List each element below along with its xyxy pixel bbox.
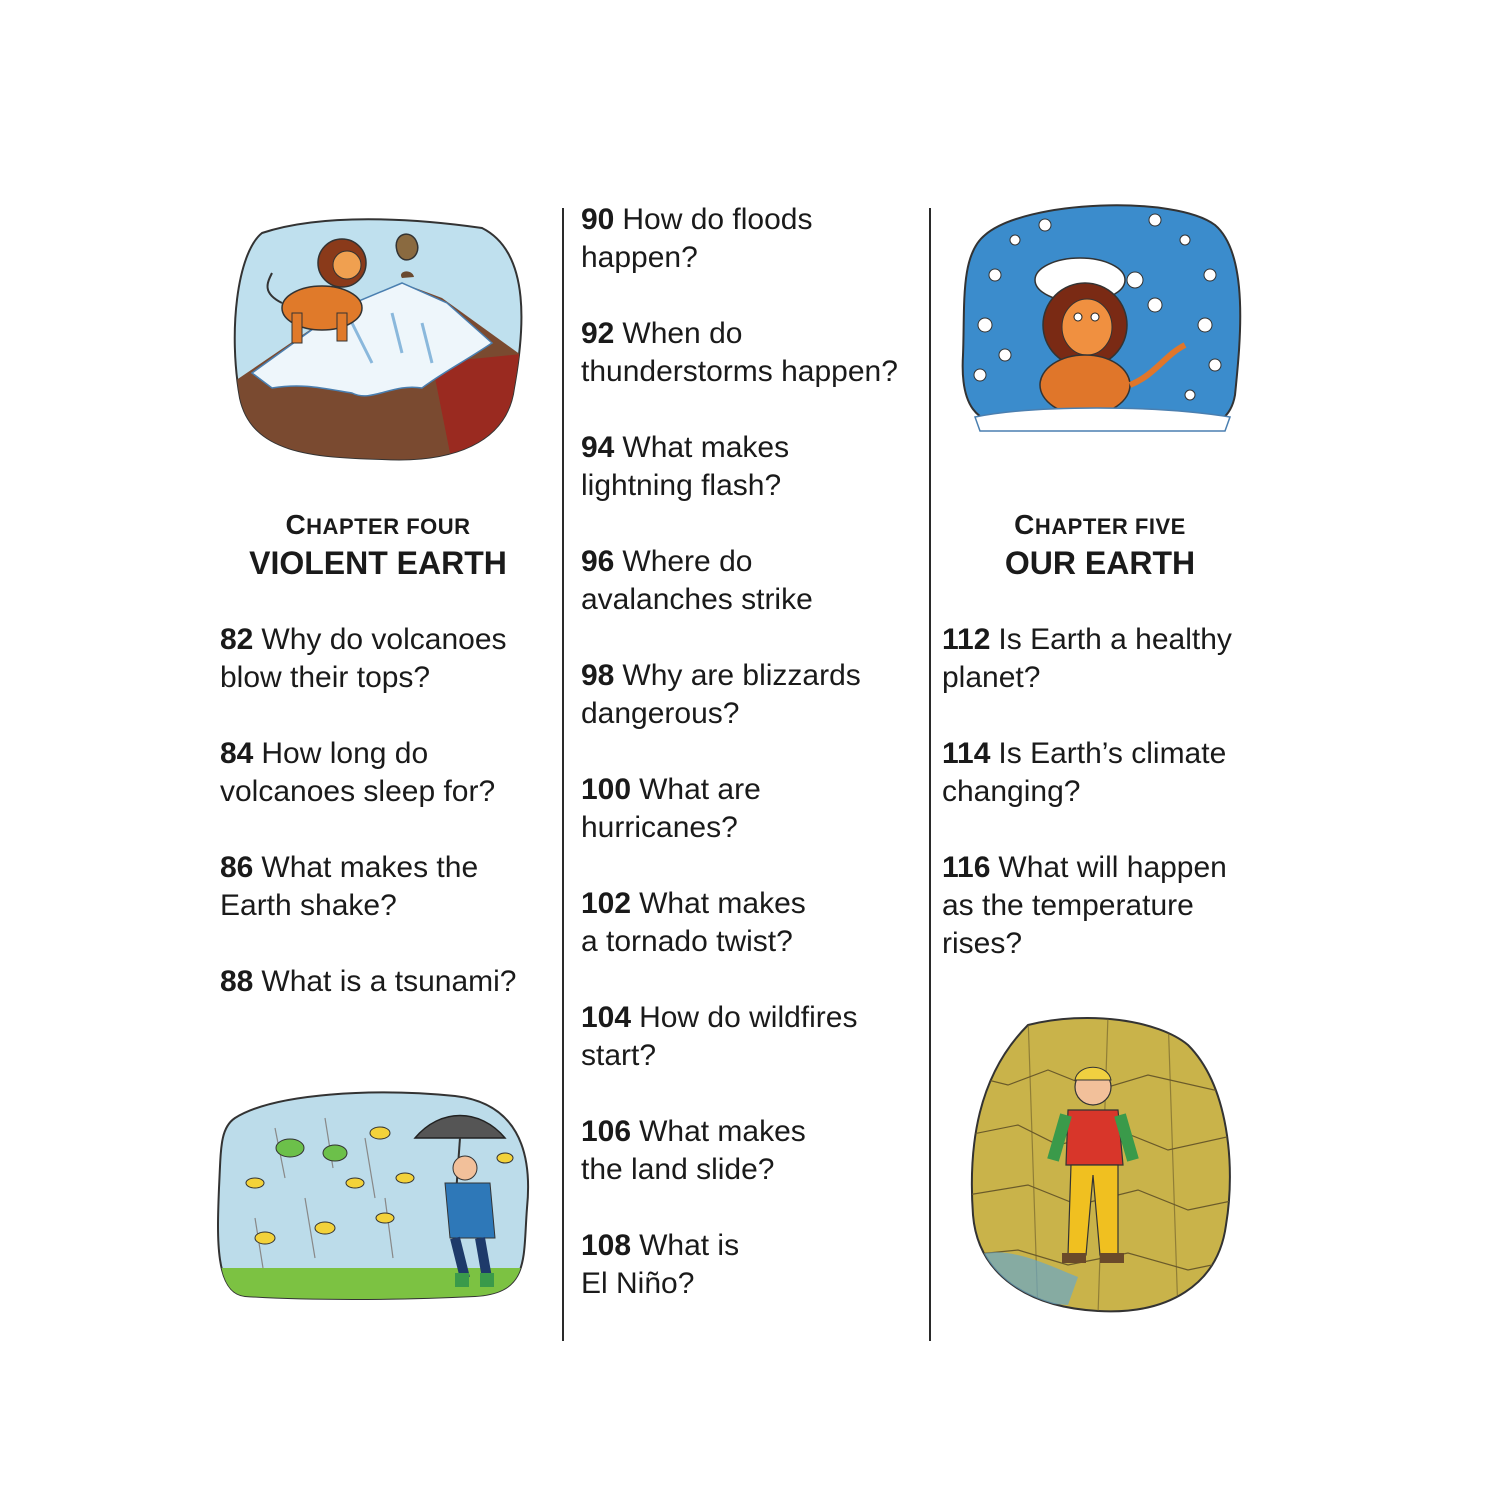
toc-entry[interactable]	[220, 621, 516, 697]
chapter-four-entries	[220, 621, 516, 1039]
toc-entry[interactable]	[942, 849, 1232, 963]
page-number: 102	[581, 887, 632, 920]
page-number: 116	[942, 851, 991, 884]
entry-text-line2: changing?	[942, 775, 1081, 808]
chapter-five-entries	[942, 621, 1232, 1001]
entry-text-line2: a tornado twist?	[581, 925, 793, 958]
chapter-four-label: CHAPTER FOUR	[285, 509, 471, 540]
entry-text-line1: What makes	[639, 1115, 806, 1148]
entry-text-line2: as the temperature	[942, 889, 1194, 922]
toc-entry[interactable]	[942, 621, 1232, 697]
toc-entry[interactable]	[581, 201, 898, 277]
entry-text-line1: What will happen	[998, 851, 1227, 884]
toc-entry[interactable]	[581, 999, 898, 1075]
chapter-five-label: CHAPTER FIVE	[1014, 509, 1186, 540]
entry-text-line3: rises?	[942, 927, 1023, 960]
chapter-four-title: VIOLENT EARTH	[249, 545, 507, 581]
entry-text-line2: dangerous?	[581, 697, 740, 730]
toc-entry[interactable]	[581, 657, 898, 733]
page-number: 94	[581, 431, 615, 464]
entry-text-line1: Is Earth a healthy	[998, 623, 1232, 656]
entry-text-line2: hurricanes?	[581, 811, 738, 844]
entry-text-line1: Is Earth’s climate	[998, 737, 1227, 770]
page-number: 106	[581, 1115, 632, 1148]
entry-text-line1: What are	[639, 773, 761, 806]
entry-text-line2: volcanoes sleep for?	[220, 775, 496, 808]
page-number: 100	[581, 773, 632, 806]
entry-text-line1: When do	[622, 317, 743, 350]
page-number: 88	[220, 965, 254, 998]
entry-text-line1: How long do	[261, 737, 429, 770]
page-number: 92	[581, 317, 615, 350]
entry-text-line1: Why are blizzards	[622, 659, 861, 692]
entry-text-line1: What makes	[622, 431, 790, 464]
page-number: 98	[581, 659, 615, 692]
column-divider-left	[562, 208, 564, 1341]
entry-text-line2: happen?	[581, 241, 698, 274]
entry-text-line2: thunderstorms happen?	[581, 355, 898, 388]
page-number: 104	[581, 1001, 632, 1034]
entry-text-line2: planet?	[942, 661, 1041, 694]
toc-entry[interactable]	[942, 735, 1232, 811]
toc-entry[interactable]	[220, 963, 516, 1001]
entry-text-line2: start?	[581, 1039, 657, 1072]
column-divider-right	[929, 208, 931, 1341]
entry-text-line1: What makes	[639, 887, 806, 920]
lion-volcano-illustration	[232, 213, 528, 463]
toc-entry[interactable]	[581, 1227, 898, 1303]
page-number: 112	[942, 623, 991, 656]
page-number: 114	[942, 737, 991, 770]
entry-text-line1: Why do volcanoes	[261, 623, 507, 656]
entry-text-line2: blow their tops?	[220, 661, 431, 694]
toc-entry[interactable]	[220, 849, 516, 925]
entry-text-line2: avalanches strike	[581, 583, 813, 616]
middle-column-entries	[581, 201, 898, 1341]
toc-entry[interactable]	[581, 1113, 898, 1189]
toc-entry[interactable]	[581, 429, 898, 505]
toc-entry[interactable]	[220, 735, 516, 811]
entry-text-line2: Earth shake?	[220, 889, 397, 922]
boy-cracked-ground-illustration	[968, 1015, 1236, 1315]
page-number: 82	[220, 623, 254, 656]
chapter-five-title: OUR EARTH	[1004, 545, 1196, 581]
entry-text-line2: El Niño?	[581, 1267, 695, 1300]
page-number: 90	[581, 203, 615, 236]
entry-text-line2: the land slide?	[581, 1153, 775, 1186]
entry-text-line1: How do wildfires	[639, 1001, 858, 1034]
toc-entry[interactable]	[581, 771, 898, 847]
entry-text-line1: What is a tsunami?	[261, 965, 517, 998]
entry-text-line2: lightning flash?	[581, 469, 782, 502]
toc-entry[interactable]	[581, 315, 898, 391]
raining-frogs-illustration	[215, 1088, 533, 1300]
page-number: 96	[581, 545, 615, 578]
page-number: 86	[220, 851, 254, 884]
entry-text-line1: What makes the	[261, 851, 479, 884]
snow-lion-illustration	[955, 195, 1245, 447]
toc-entry[interactable]	[581, 543, 898, 619]
chapter-four-heading	[210, 508, 546, 582]
page-number: 84	[220, 737, 254, 770]
entry-text-line1: How do floods	[622, 203, 813, 236]
entry-text-line1: Where do	[622, 545, 753, 578]
page-number: 108	[581, 1229, 632, 1262]
toc-entry[interactable]	[581, 885, 898, 961]
chapter-five-heading	[935, 508, 1265, 582]
entry-text-line1: What is	[639, 1229, 740, 1262]
